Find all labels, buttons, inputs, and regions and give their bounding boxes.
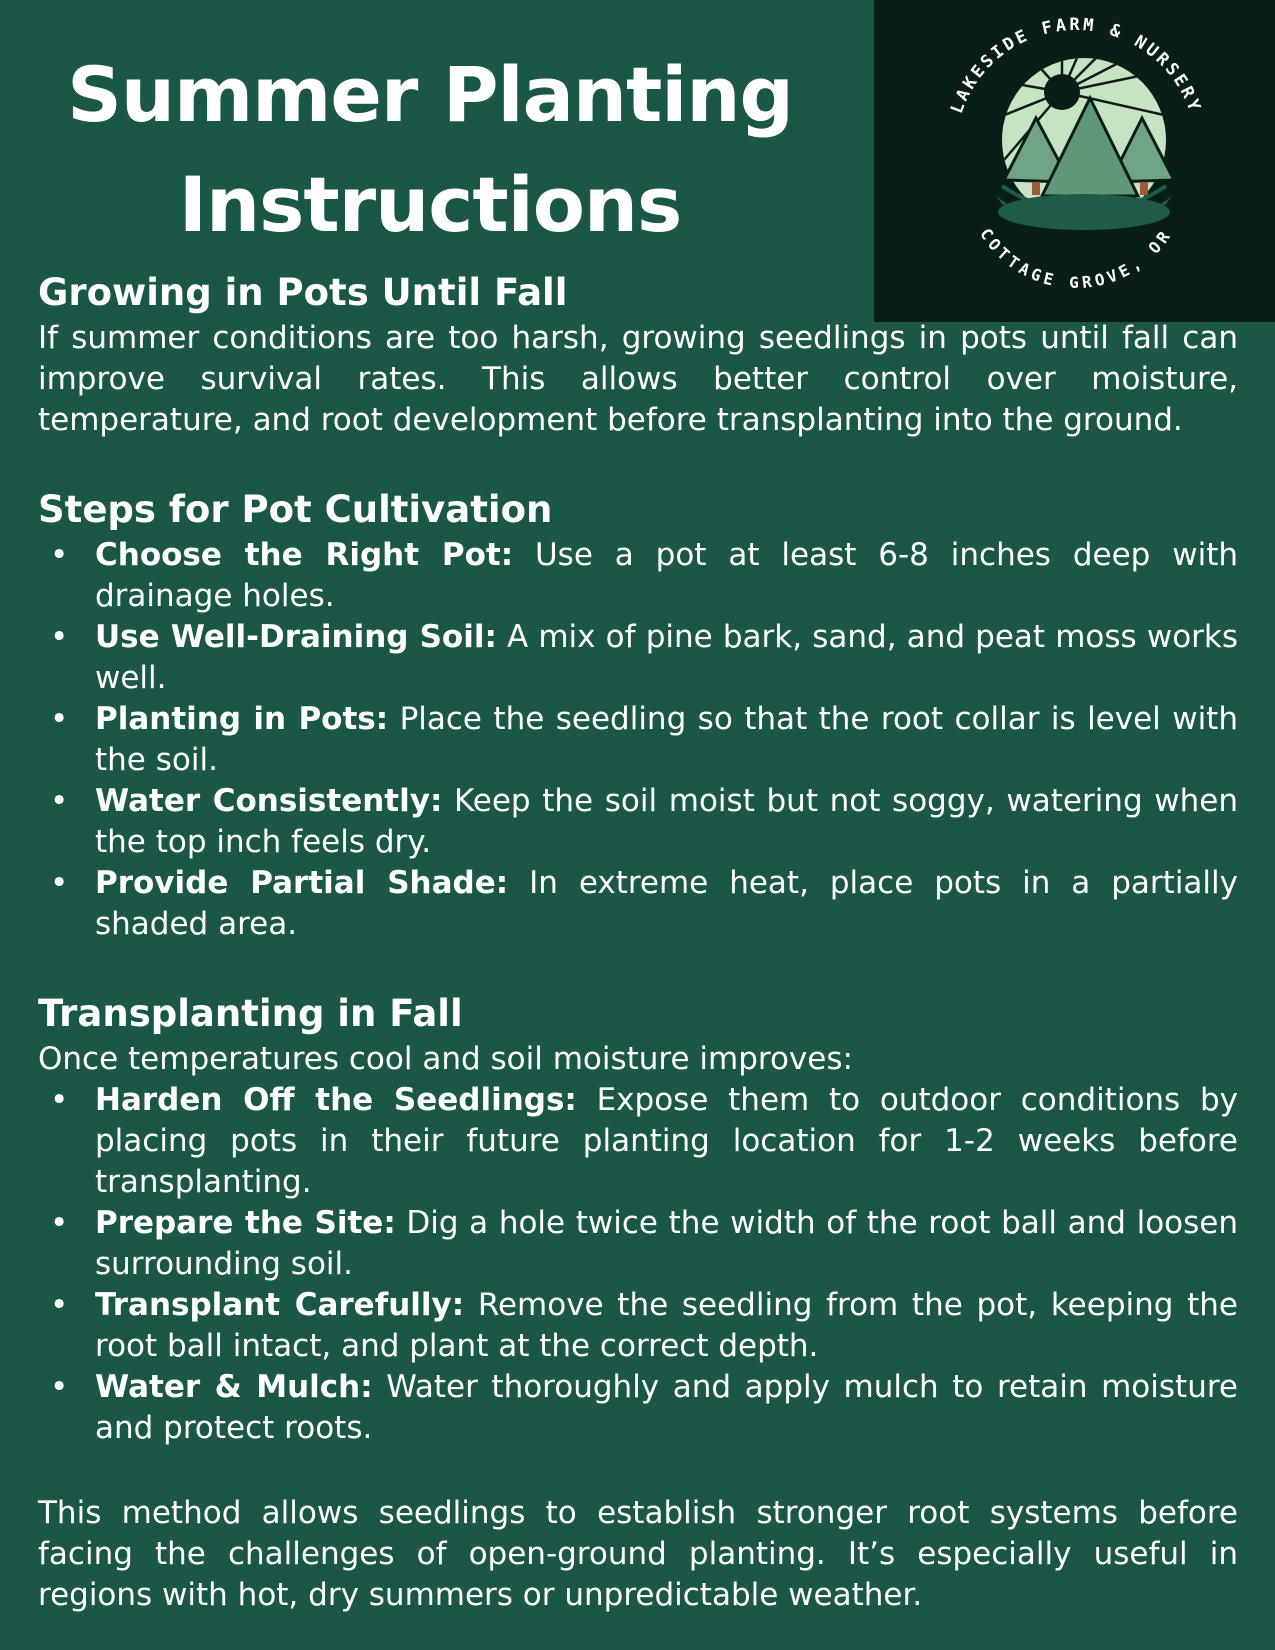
list-item — [38, 699, 1238, 781]
list-item-text: Place the seedling so that the root collar is level with the soil. — [95, 701, 1238, 778]
closing-paragraph: This method allows seedlings to establish stronger root systems before facing the challenges of open-ground planting. It’s especially useful in regions with hot, dry summers or unpredictable weather. — [38, 1495, 1238, 1613]
bullet-icon: • — [50, 1205, 69, 1241]
list-item-text: Keep the soil moist but not soggy, watering when the top inch feels dry. — [95, 783, 1238, 860]
bullet-icon: • — [50, 1082, 69, 1118]
list-item-label: Transplant Carefully: — [95, 1287, 465, 1323]
list-item-text: Water thoroughly and apply mulch to retain moisture and protect roots. — [95, 1369, 1238, 1446]
list-item-label: Use Well-Draining Soil: — [95, 619, 497, 655]
intro-paragraph: If summer conditions are too harsh, growing seedlings in pots until fall can improve survival rates. This allows better control over moisture, temperature, and root development before transplanting into the ground. — [38, 320, 1238, 438]
list-item — [38, 1203, 1238, 1285]
title-line-2: Instructions — [178, 160, 682, 249]
section-heading-growing-in-pots: Growing in Pots Until Fall — [38, 271, 568, 314]
list-item — [38, 617, 1238, 699]
list-item-label: Water Consistently: — [95, 783, 443, 819]
transplanting-list — [38, 1080, 1238, 1449]
pot-cultivation-list — [38, 535, 1238, 945]
list-item-label: Choose the Right Pot: — [95, 537, 514, 573]
list-item-text: Remove the seedling from the pot, keeping the root ball intact, and plant at the correct depth. — [95, 1287, 1239, 1364]
logo-bottom-text: COTTAGE GROVE, OR — [976, 224, 1176, 293]
bullet-icon: • — [50, 783, 69, 819]
bullet-icon: • — [50, 865, 69, 901]
bullet-icon: • — [50, 537, 69, 573]
bullet-icon: • — [50, 619, 69, 655]
list-item — [38, 1285, 1238, 1367]
section-heading-pot-cultivation: Steps for Pot Cultivation — [38, 488, 553, 531]
list-item-text: Dig a hole twice the width of the root ball and loosen surrounding soil. — [95, 1205, 1238, 1282]
logo-top-text: LAKESIDE FARM & NURSERY — [947, 14, 1205, 117]
list-item — [38, 863, 1238, 945]
transplanting-intro: Once temperatures cool and soil moisture improves: — [38, 1041, 853, 1077]
list-item-text: Expose them to outdoor conditions by placing pots in their future planting location for 1-2 weeks before transplanting. — [95, 1082, 1238, 1200]
list-item-label: Harden Off the Seedlings: — [95, 1082, 577, 1118]
list-item-text: Use a pot at least 6-8 inches deep with drainage holes. — [95, 537, 1238, 614]
list-item — [38, 781, 1238, 863]
bullet-icon: • — [50, 701, 69, 737]
page-title — [30, 40, 830, 260]
bullet-icon: • — [50, 1287, 69, 1323]
list-item — [38, 535, 1238, 617]
title-line-1: Summer Planting — [67, 50, 793, 139]
list-item-label: Prepare the Site: — [95, 1205, 396, 1241]
list-item-text: In extreme heat, place pots in a partially shaded area. — [95, 865, 1238, 942]
bullet-icon: • — [50, 1369, 69, 1405]
list-item-label: Provide Partial Shade: — [95, 865, 509, 901]
list-item-text: A mix of pine bark, sand, and peat moss works well. — [95, 619, 1239, 696]
document-body — [38, 268, 1238, 1616]
list-item — [38, 1080, 1238, 1203]
list-item — [38, 1367, 1238, 1449]
section-heading-transplanting: Transplanting in Fall — [38, 992, 463, 1035]
list-item-label: Planting in Pots: — [95, 701, 389, 737]
list-item-label: Water & Mulch: — [95, 1369, 373, 1405]
